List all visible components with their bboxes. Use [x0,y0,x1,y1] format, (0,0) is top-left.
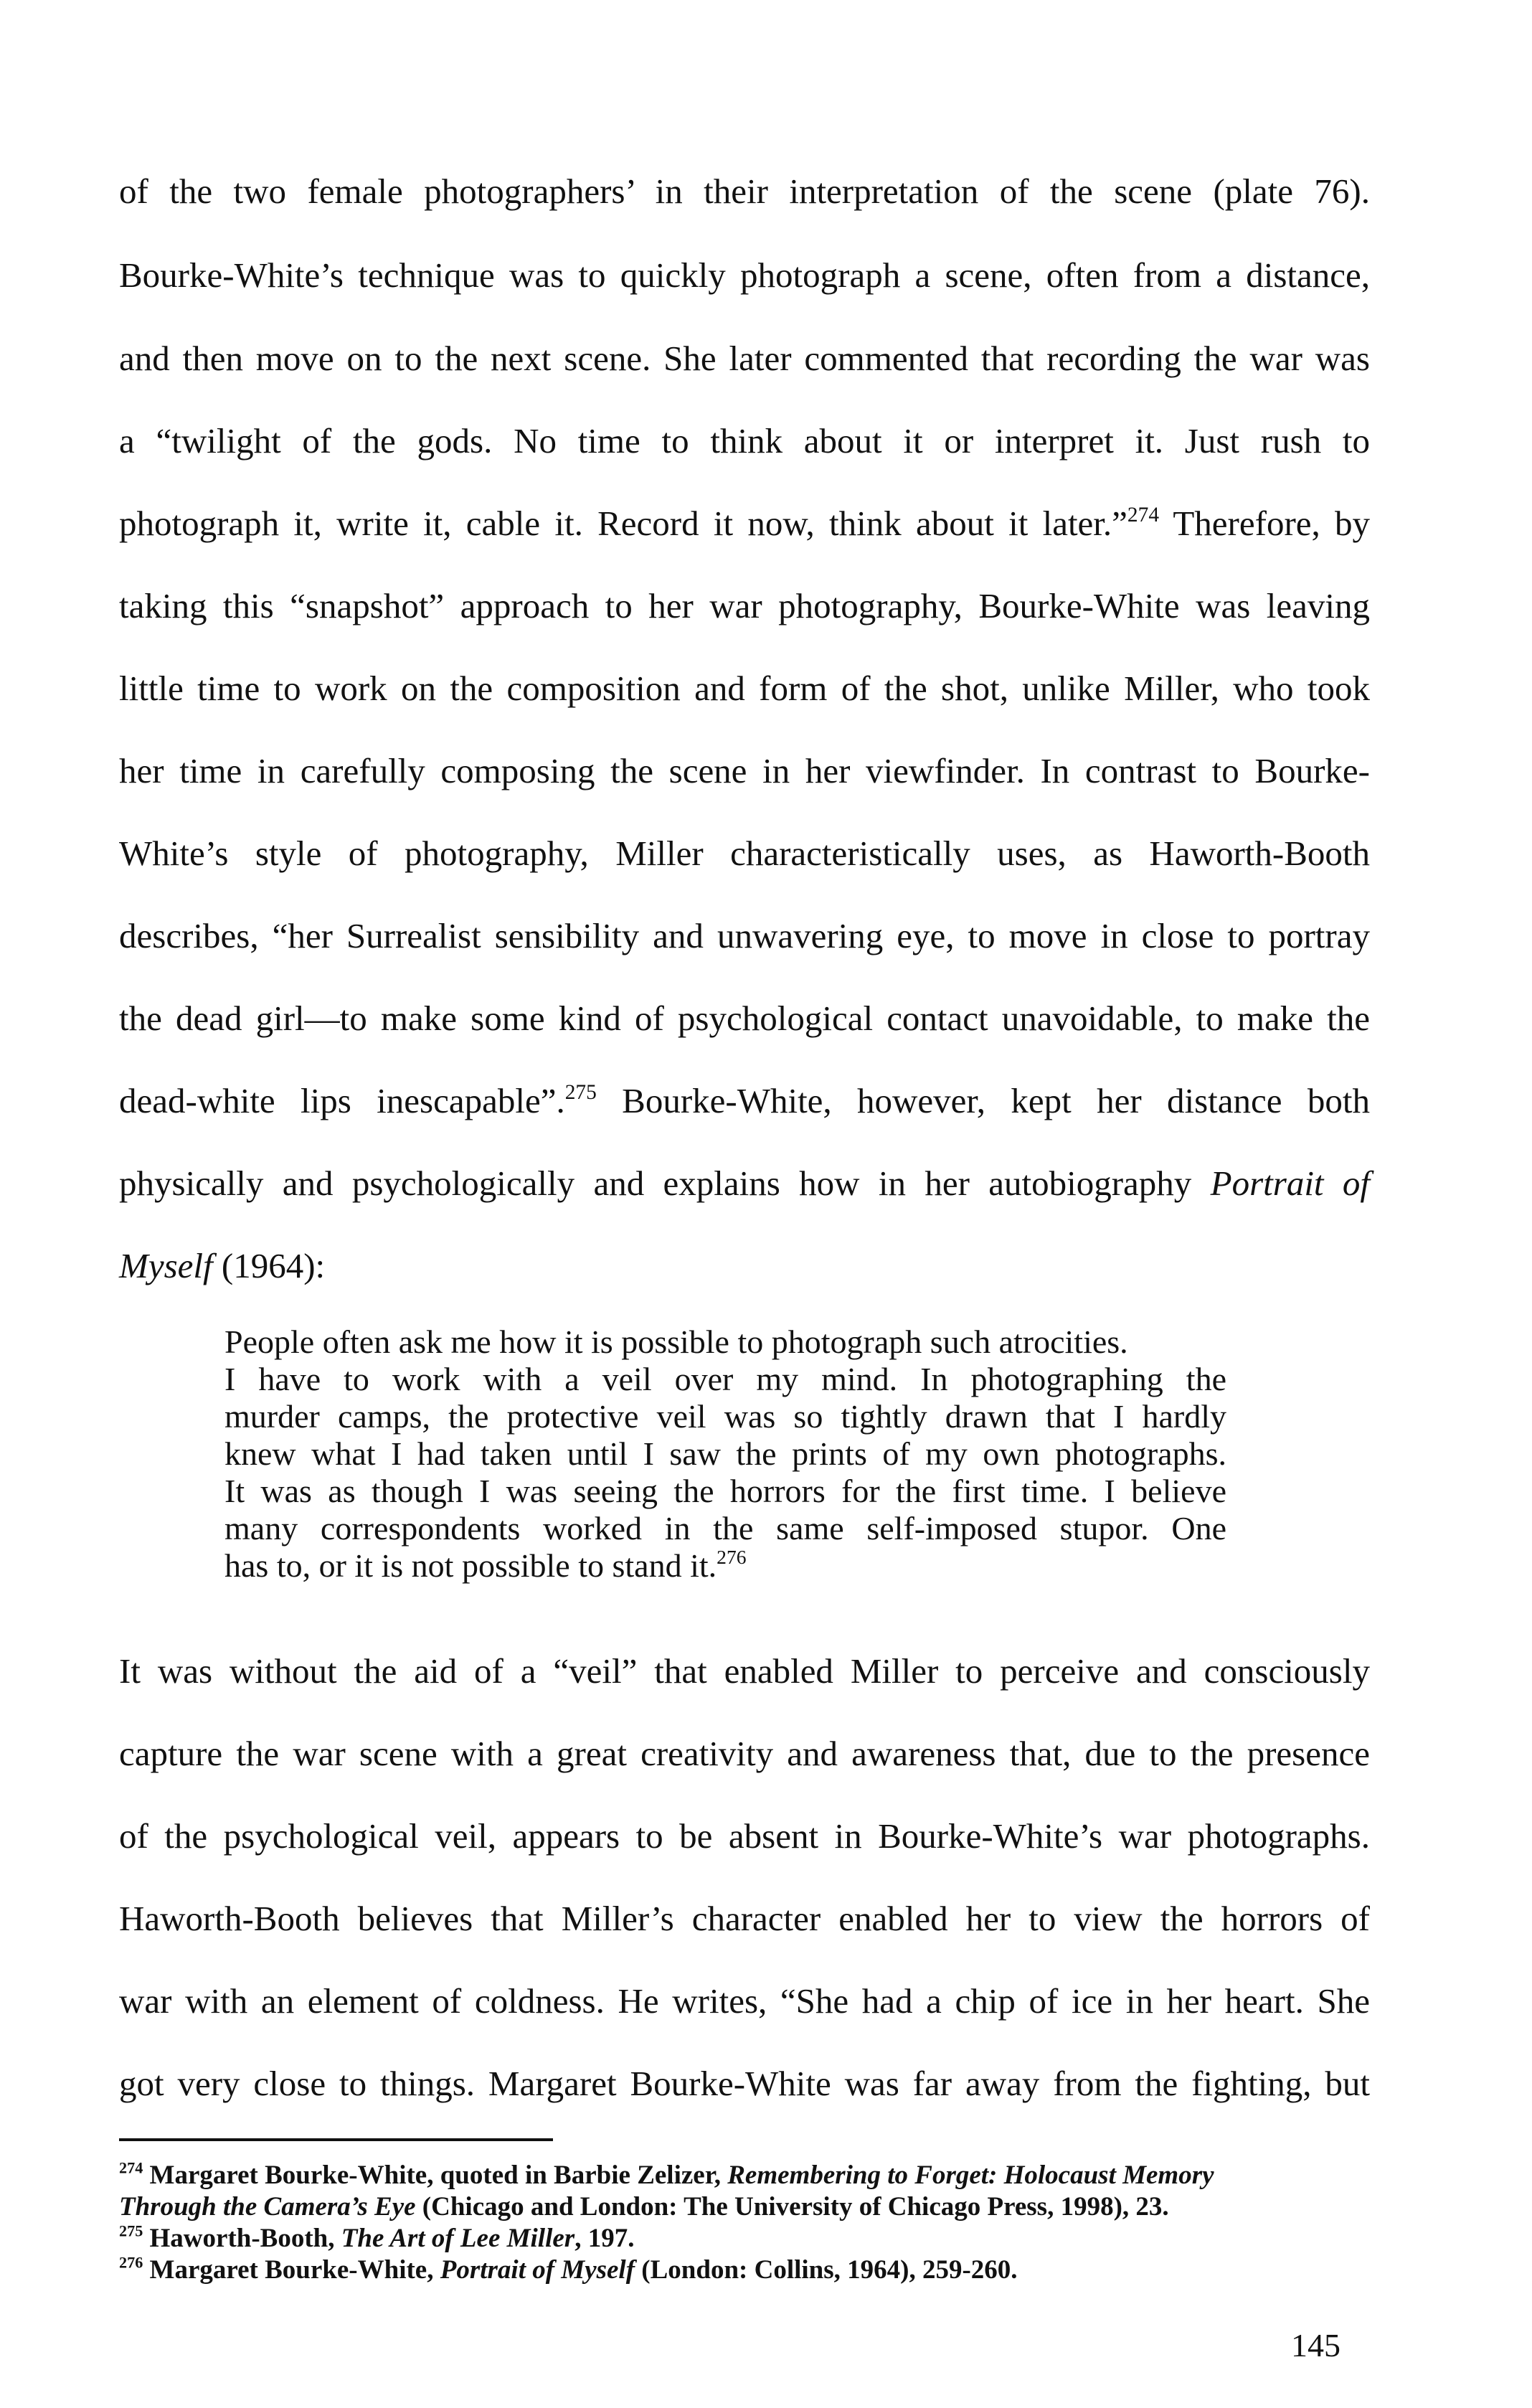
quote-line: It was as though I was seeing the horrors for the first time. I believe [224,1473,1226,1509]
text-run: physically and psychologically and explains how in her autobiography [119,1163,1211,1203]
text-run: Bourke-White, however, kept her distance both [596,1081,1370,1120]
body-line: of the psychological veil, appears to be absent in Bourke-White’s war photographs. [119,1816,1370,1856]
book-title: Portrait of [1210,1163,1371,1203]
book-title: Myself [119,1246,213,1285]
text-run: Margaret Bourke-White, quoted in Barbie Zelizer, [143,2161,728,2190]
footnote-ref: 275 [564,1080,597,1104]
body-line: little time to work on the composition and form of the shot, unlike Miller, who took [119,669,1370,708]
quote-line: People often ask me how it is possible to photograph such atrocities. [224,1323,1128,1360]
text-run: photograph it, write it, cable it. Record it now, think about it later.” [119,504,1127,543]
text-run: has to, or it is not possible to stand it. [224,1547,717,1584]
footnote-number: 275 [119,2222,143,2240]
footnote-number: 274 [119,2158,143,2177]
body-line: of the two female photographers’ in their interpretation of the scene (plate 76). [119,171,1370,211]
footnote-276 [119,2254,1370,2286]
book-title: Remembering to Forget: Holocaust Memory [727,2161,1214,2190]
page-number: 145 [1291,2327,1340,2364]
text-run: dead-white lips inescapable”. [119,1081,565,1120]
footnote-275 [119,2223,1370,2254]
text-run: Haworth-Booth, [143,2224,341,2253]
body-line [119,1162,1370,1205]
body-line: a “twilight of the gods. No time to think about it or interpret it. Just rush to [119,421,1370,461]
text-run: (London: Collins, 1964), 259-260. [635,2255,1018,2285]
body-line: It was without the aid of a “veil” that enabled Miller to perceive and consciously [119,1651,1370,1691]
text-run: (1964): [212,1246,326,1285]
body-line: Bourke-White’s technique was to quickly photograph a scene, often from a distance, [119,255,1370,295]
body-line: taking this “snapshot” approach to her war photography, Bourke-White was leaving [119,586,1370,625]
footnote-number: 276 [119,2253,143,2272]
text-run: Therefore, by [1159,504,1370,543]
quote-line: murder camps, the protective veil was so tightly drawn that I hardly [224,1398,1226,1435]
book-title: The Art of Lee Miller [341,2224,575,2253]
body-line: describes, “her Surrealist sensibility and unwavering eye, to move in close to portray [119,916,1370,955]
text-run: Margaret Bourke-White, [143,2255,440,2285]
body-line: and then move on to the next scene. She later commented that recording the war was [119,339,1370,378]
body-line [119,502,1370,545]
body-line: the dead girl—to make some kind of psychological contact unavoidable, to make the [119,998,1370,1038]
text-run: , 197. [574,2224,635,2253]
footnote-ref: 276 [717,1546,747,1569]
quote-line: many correspondents worked in the same self-imposed stupor. One [224,1510,1226,1547]
footnote-rule [119,2138,553,2141]
book-title: Through the Camera’s Eye [119,2192,416,2222]
quote-line: I have to work with a veil over my mind. In photographing the [224,1361,1226,1397]
footnote-ref: 274 [1127,503,1160,527]
body-line [119,1080,1370,1123]
body-line: got very close to things. Margaret Bourke-White was far away from the fighting, but [119,2064,1370,2103]
footnote-274 [119,2160,1370,2191]
quote-line: knew what I had taken until I saw the prints of my own photographs. [224,1435,1226,1472]
book-title: Portrait of Myself [440,2255,635,2285]
text-run: (Chicago and London: The University of Chicago Press, 1998), 23. [415,2192,1169,2222]
body-line [119,1245,1370,1288]
body-line: White’s style of photography, Miller characteristically uses, as Haworth-Booth [119,834,1370,873]
footnote-274-cont [119,2191,1370,2223]
body-line: her time in carefully composing the scene in her viewfinder. In contrast to Bourke- [119,751,1370,790]
quote-line [224,1547,1226,1585]
body-line: capture the war scene with a great creativity and awareness that, due to the presence [119,1734,1370,1773]
body-line: Haworth-Booth believes that Miller’s character enabled her to view the horrors of [119,1899,1370,1938]
body-line: war with an element of coldness. He writes, “She had a chip of ice in her heart. She [119,1981,1370,2021]
